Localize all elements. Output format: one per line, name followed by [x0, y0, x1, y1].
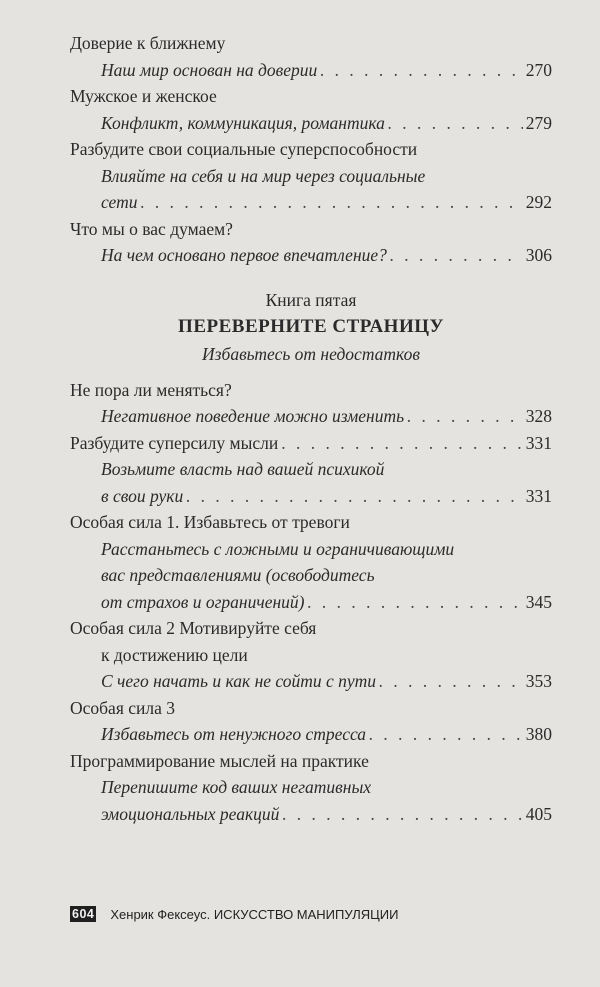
leader-dots	[390, 242, 523, 269]
entry-subtitle-line: от страхов и ограничений) . . . 345	[70, 589, 552, 616]
page-number: 353	[525, 671, 552, 691]
book-label: Книга пятая	[265, 289, 357, 310]
table-of-contents	[70, 30, 552, 827]
leader-dots	[407, 403, 523, 430]
page-number: 345	[525, 591, 552, 612]
toc-entry	[70, 615, 552, 695]
leader-dots	[140, 189, 522, 216]
leader-dots	[282, 801, 522, 828]
page-number: 306	[525, 245, 552, 265]
entry-subtitle-line: Негативное поведение можно изменить . . . 328	[70, 403, 552, 430]
entry-subtitle-line: вас представлениями (освободитесь	[101, 565, 375, 585]
entry-subtitle-line: Возьмите власть над вашей психикой	[101, 459, 385, 479]
entry-subtitle-line: Влияйте на себя и на мир через социальные	[101, 165, 426, 186]
entry-title-continuation: к достижению цели	[101, 644, 248, 665]
entry-title: Не пора ли меняться?	[70, 379, 232, 400]
page-footer	[70, 906, 398, 922]
entry-subtitle-line: Перепишите код ваших негативных	[101, 777, 372, 797]
page-number: 292	[525, 192, 552, 212]
page-number: 270	[525, 59, 552, 80]
toc-entry	[70, 748, 552, 828]
leader-dots	[307, 589, 522, 616]
entry-title: Разбудите свои социальные суперспособности	[70, 139, 418, 159]
entry-subtitle-line: сети . . . 292	[70, 189, 552, 216]
book-title: ПЕРЕВЕРНИТЕ СТРАНИЦУ	[178, 315, 444, 337]
entry-subtitle-line: эмоциональных реакций . . . 405	[70, 801, 552, 828]
entry-title: Разбудите суперсилу мысли . . . 331	[70, 430, 552, 457]
running-title: Хенрик Фексеус. ИСКУССТВО МАНИПУЛЯЦИИ	[110, 906, 399, 922]
leader-dots	[388, 110, 523, 137]
toc-entry	[70, 216, 552, 269]
entry-title: Мужское и женское	[70, 86, 217, 106]
leader-dots	[320, 57, 522, 84]
toc-entry	[70, 30, 552, 83]
entry-subtitle-line: в свои руки . . . 331	[70, 483, 552, 510]
book-subtitle: Избавьтесь от недостатков	[202, 343, 420, 364]
toc-entry	[70, 377, 552, 430]
book-heading	[70, 287, 552, 367]
leader-dots	[186, 483, 523, 510]
toc-entry	[70, 136, 552, 216]
leader-dots	[379, 668, 523, 695]
entry-subtitle-line: С чего начать и как не сойти с пути . . . 353	[70, 668, 552, 695]
entry-subtitle-line: На чем основано первое впечатление? . . . 306	[70, 242, 552, 269]
entry-title: Доверие к ближнему	[70, 33, 226, 53]
entry-subtitle-line: Расстаньтесь с ложными и ограничивающими	[101, 538, 455, 559]
page-number: 328	[525, 406, 552, 426]
toc-entry	[70, 509, 552, 615]
entry-title: Особая сила 1. Избавьтесь от тревоги	[70, 512, 350, 532]
leader-dots	[369, 721, 523, 748]
entry-subtitle-line: Избавьтесь от ненужного стресса . . . 380	[70, 721, 552, 748]
entry-title: Особая сила 2 Мотивируйте себя	[70, 618, 317, 638]
page-number: 331	[525, 485, 552, 506]
page-number: 279	[525, 112, 552, 133]
page-number: 331	[525, 432, 552, 453]
page-number: 405	[525, 803, 552, 824]
entry-subtitle-line: Наш мир основан на доверии . . . 270	[70, 57, 552, 84]
entry-title: Программирование мыслей на практике	[70, 750, 369, 771]
leader-dots	[281, 430, 523, 457]
entry-subtitle-line: Конфликт, коммуникация, романтика . . . 279	[70, 110, 552, 137]
entry-title: Что мы о вас думаем?	[70, 218, 233, 239]
entry-title: Особая сила 3	[70, 697, 176, 718]
page-number: 380	[525, 724, 552, 744]
toc-entry	[70, 430, 552, 510]
toc-entry	[70, 83, 552, 136]
toc-entry	[70, 695, 552, 748]
footer-page-number: 604	[72, 907, 95, 921]
